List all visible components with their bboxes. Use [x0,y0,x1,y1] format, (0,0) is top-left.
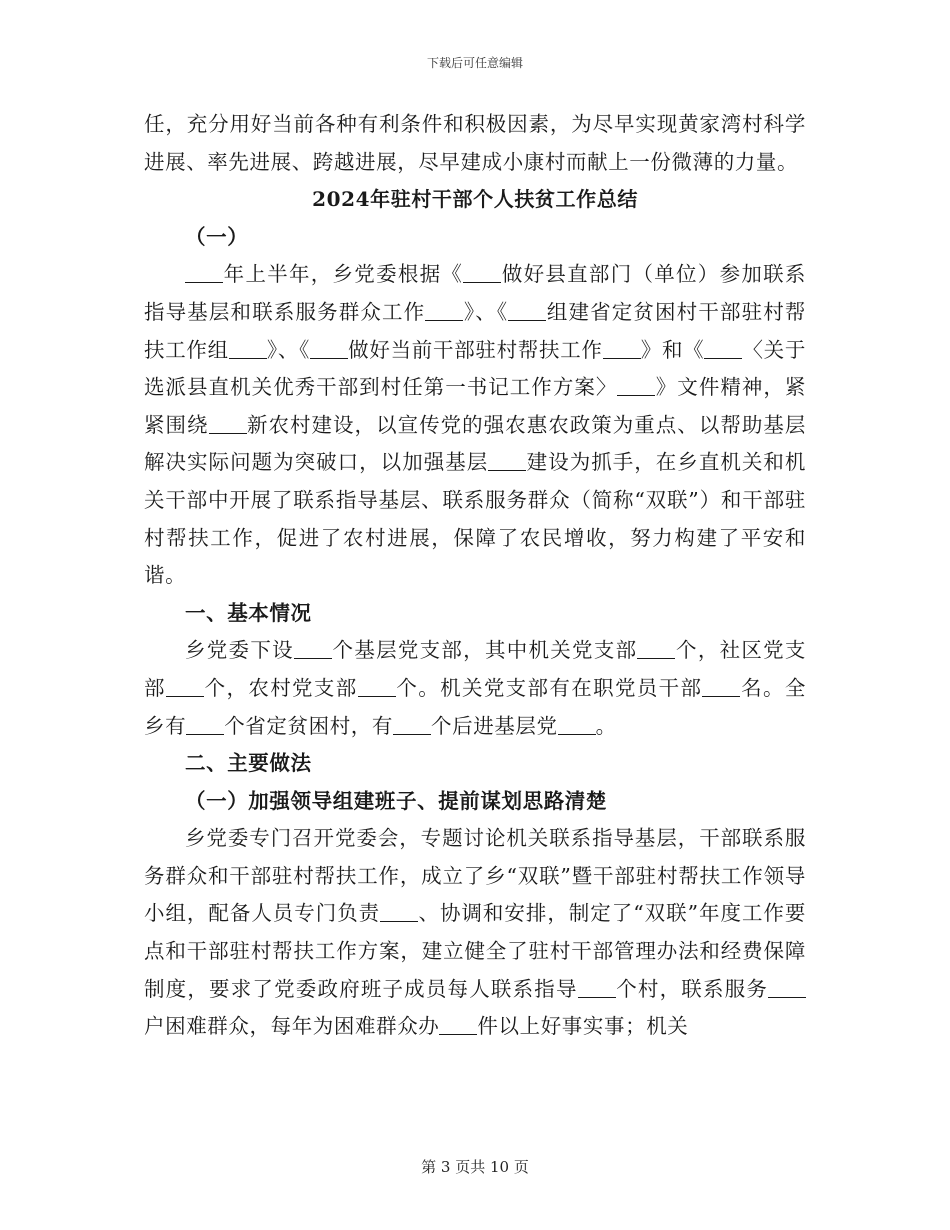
paragraph-basic-situation [144,632,806,745]
text-run: 个基层党支部，其中机关党支部 [331,638,638,663]
fill-blank [425,299,463,321]
fill-blank [603,337,641,359]
fill-blank [558,713,596,735]
fill-blank [380,901,418,923]
fill-blank [702,675,740,697]
text-run: 个，农村党支部 [203,675,358,700]
fill-blank [578,976,616,998]
text-run: 件以上好事实事；机关 [477,1014,689,1039]
text-run: 组建省定贫困村干部驻村帮扶工作组 [144,299,806,362]
fill-blank [393,713,431,735]
text-run: 年上半年，乡党委根据《 [223,262,464,287]
section-heading-methods: 二、主要做法 [185,751,312,776]
text-run: 个。机关党支部有在职党员干部 [395,675,703,700]
text-run: 个村，联系服务 [615,976,768,1001]
text-run: 》、《 [463,299,509,324]
page-header: 下载后可任意编辑 [426,56,523,70]
document-title: 2024年驻村干部个人扶贫工作总结 [312,187,638,212]
fill-blank [310,337,348,359]
text-run: 乡党委专门召开党委会，专题讨论机关联系指导基层，干部联系服务群众和干部驻村帮扶工作，成立了乡“双联”暨干部驻村帮扶工作领导小组，配备人员专门负责 [144,826,806,926]
text-run: 户困难群众，每年为困难群众办 [144,1014,440,1039]
section-heading-basic: 一、基本情况 [185,600,312,625]
text-run: 个后进基层党 [431,713,558,738]
text-run: 、协调和安排，制定了“双联”年度工作要点和干部驻村帮扶工作方案，建立健全了驻村干部管理办法和经费保障制度，要求了党委政府班子成员每人联系指导 [144,901,807,1001]
fill-blank [229,337,267,359]
fill-blank [637,638,675,660]
text-run: 个省定贫困村，有 [224,713,394,738]
fill-blank [704,337,742,359]
fill-blank [186,713,224,735]
fill-blank [508,299,546,321]
text-run: 》文件精神，紧紧围绕 [144,375,806,437]
paragraph-continued: 任，充分用好当前各种有利条件和积极因素，为尽早实现黄家湾村科学进展、率先进展、跨越进展，尽早建成小康村而献上一份微薄的力量。 [144,112,806,174]
fill-blank [439,1014,477,1036]
paragraph-leadership [144,820,806,1046]
text-run: 乡党委下设 [185,638,294,663]
text-run: 建设为抓手，在乡直机关和机关干部中开展了联系指导基层、联系服务群众（简称“双联”）和干部驻村帮扶工作，促进了农村进展，保障了农民增收，努力构建了平安和谐。 [144,450,806,588]
fill-blank [463,262,501,284]
text-run: 个，社区党支部 [144,638,807,700]
fill-blank [488,450,526,472]
text-run: 。 [595,713,617,738]
fill-blank [209,412,247,434]
paragraph-intro [144,256,806,594]
text-run: 做好当前干部驻村帮扶工作 [348,337,603,362]
fill-blank [294,638,332,660]
fill-blank [617,375,655,397]
fill-blank [768,976,806,998]
fill-blank [358,675,396,697]
text-run: 》和《 [640,337,705,362]
fill-blank [166,675,204,697]
fill-blank [185,262,223,284]
sub-heading-leadership: （一）加强领导组建班子、提前谋划思路清楚 [185,788,607,813]
text-run: 〈关于选派县直机关优秀干部到村任第一书记工作方案〉 [144,337,806,400]
text-run: 做好县直部门（单位）参加联系指导基层和联系服务群众工作 [144,262,806,324]
text-run: 新农村建设，以宣传党的强农惠农政策为重点、以帮助基层解决实际问题为突破口，以加强基层 [144,412,806,475]
document-body [144,106,806,1046]
text-run: 》、《 [266,337,311,362]
sub-heading-1: （一） [185,224,249,249]
text-run: 名。全乡有 [144,675,806,738]
page-footer: 第 3 页共 10 页 [421,1158,529,1176]
